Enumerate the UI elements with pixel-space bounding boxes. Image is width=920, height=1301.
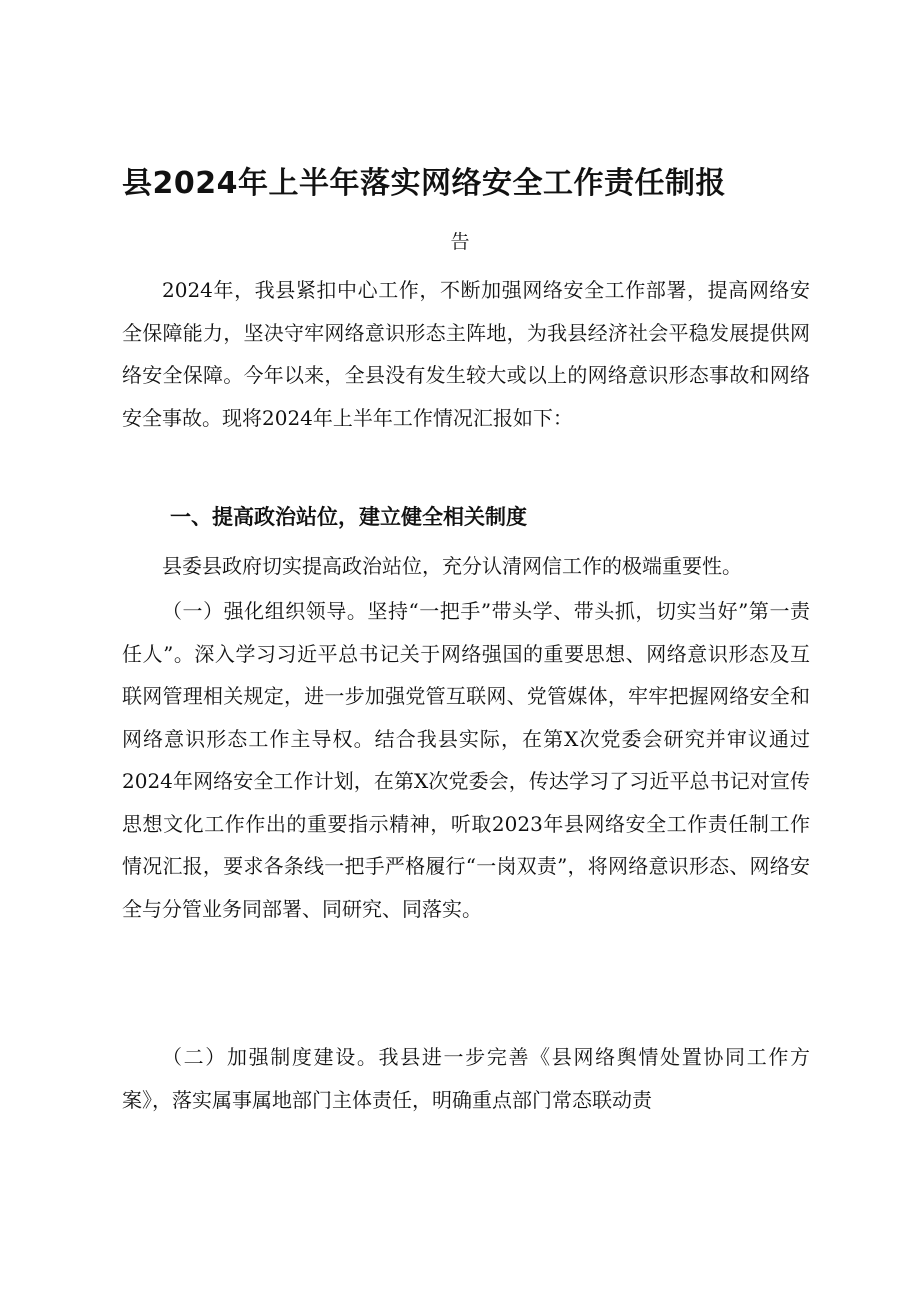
- item-paragraph-1: （一）强化组织领导。坚持“一把手”带头学、带头抓，切实当好”第一责任人”。深入学习习近平总书记关于网络强国的重要思想、网络意识形态及互联网管理相关规定，进一步加强党管互联网、党管媒体，牢牢把握网络安全和网络意识形态工作主导权。结合我县实际，在第X次党委会研究并审议通过2024年网络安全工作计划，在第X次党委会，传达学习了习近平总书记对宣传思想文化工作作出的重要指示精神，听取2023年县网络安全工作责任制工作情况汇报，要求各条线一把手严格履行“一岗双责”，将网络意识形态、网络安全与分管业务同部署、同研究、同落实。: [122, 599, 810, 921]
- document-title: 县2024年上半年落实网络安全工作责任制报: [122, 166, 726, 201]
- item-paragraph-2: （二）加强制度建设。我县进一步完善《县网络舆情处置协同工作方案》，落实属事属地部门主体责任，明确重点部门常态联动责: [122, 1045, 810, 1112]
- document-title-continuation: 告: [450, 231, 470, 253]
- section-heading-1: 一、提高政治站位，建立健全相关制度: [170, 505, 527, 529]
- section-lead-paragraph: 县委县政府切实提高政治站位，充分认清网信工作的极端重要性。: [162, 554, 742, 578]
- intro-paragraph: 2024年，我县紧扣中心工作，不断加强网络安全工作部署，提高网络安全保障能力，坚决守牢网络意识形态主阵地，为我县经济社会平稳发展提供网络安全保障。今年以来，全县没有发生较大或以上的网络意识形态事故和网络安全事故。现将2024年上半年工作情况汇报如下：: [122, 278, 810, 430]
